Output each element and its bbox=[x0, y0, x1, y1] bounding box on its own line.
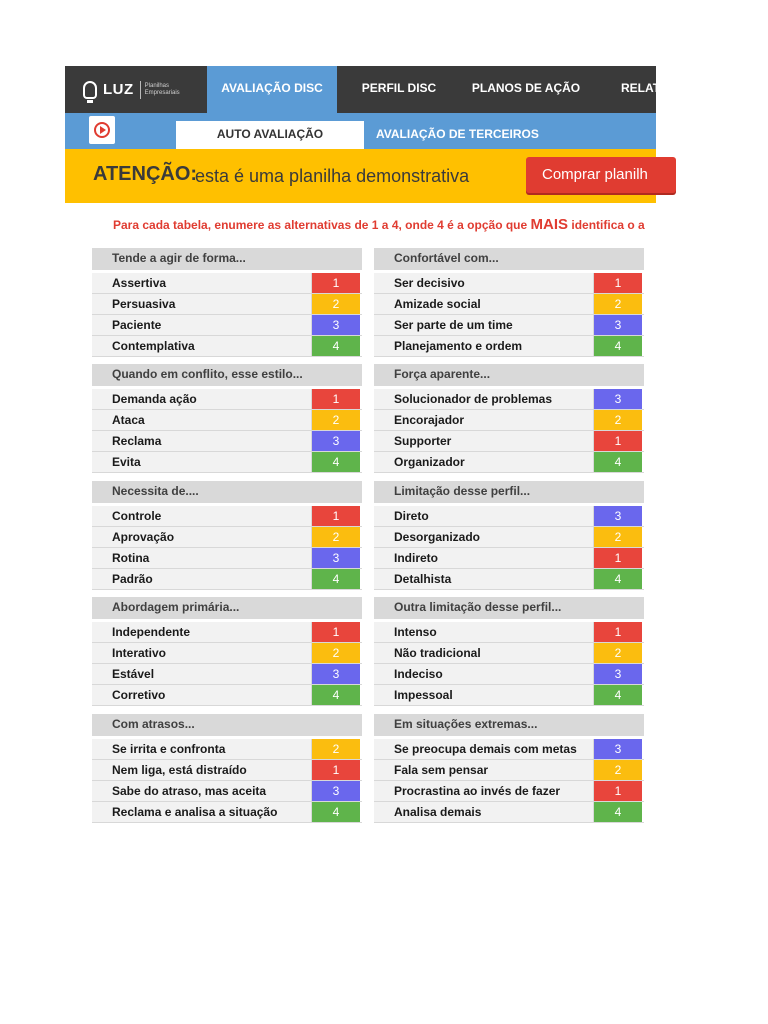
table-row bbox=[374, 548, 644, 569]
option-label: Contemplativa bbox=[92, 336, 312, 356]
table-row bbox=[92, 685, 362, 706]
rank-cell[interactable]: 4 bbox=[312, 569, 360, 589]
table-row bbox=[374, 315, 644, 336]
question-table bbox=[92, 481, 362, 590]
lightbulb-icon bbox=[83, 81, 97, 99]
option-label: Indireto bbox=[374, 548, 594, 568]
spreadsheet-view bbox=[65, 66, 661, 826]
option-label: Ser parte de um time bbox=[374, 315, 594, 335]
rank-cell[interactable]: 4 bbox=[594, 569, 642, 589]
table-header: Abordagem primária... bbox=[92, 597, 362, 619]
rank-cell[interactable]: 2 bbox=[312, 739, 360, 759]
table-row bbox=[92, 273, 362, 294]
table-row bbox=[374, 685, 644, 706]
table-header: Força aparente... bbox=[374, 364, 644, 386]
instruction-text bbox=[113, 216, 645, 233]
table-row bbox=[92, 506, 362, 527]
option-label: Planejamento e ordem bbox=[374, 336, 594, 356]
table-row bbox=[92, 431, 362, 452]
table-row bbox=[374, 452, 644, 473]
table-row bbox=[92, 622, 362, 643]
question-table bbox=[374, 481, 644, 590]
rank-cell[interactable]: 2 bbox=[312, 410, 360, 430]
rank-cell[interactable]: 3 bbox=[594, 506, 642, 526]
option-label: Ataca bbox=[92, 410, 312, 430]
rank-cell[interactable]: 3 bbox=[312, 781, 360, 801]
rank-cell[interactable]: 4 bbox=[312, 685, 360, 705]
option-label: Procrastina ao invés de fazer bbox=[374, 781, 594, 801]
option-label: Corretivo bbox=[92, 685, 312, 705]
table-row bbox=[374, 643, 644, 664]
rank-cell[interactable]: 2 bbox=[312, 294, 360, 314]
option-label: Nem liga, está distraído bbox=[92, 760, 312, 780]
table-row bbox=[374, 527, 644, 548]
rank-cell[interactable]: 1 bbox=[312, 622, 360, 642]
rank-cell[interactable]: 4 bbox=[594, 336, 642, 356]
rank-cell[interactable]: 3 bbox=[312, 315, 360, 335]
top-navigation bbox=[65, 66, 661, 113]
table-row bbox=[92, 781, 362, 802]
rank-cell[interactable]: 3 bbox=[594, 389, 642, 409]
tab-planos-de-acao[interactable]: PLANOS DE AÇÃO bbox=[471, 81, 581, 95]
instruction-part-1: Para cada tabela, enumere as alternativas de 1 a 4, onde 4 é a opção que bbox=[113, 218, 531, 232]
demo-banner bbox=[65, 149, 656, 203]
tab-avaliacao-disc[interactable]: AVALIAÇÃO DISC bbox=[207, 66, 337, 113]
table-row bbox=[92, 569, 362, 590]
question-table bbox=[92, 364, 362, 473]
table-header: Quando em conflito, esse estilo... bbox=[92, 364, 362, 386]
table-row bbox=[92, 389, 362, 410]
rank-cell[interactable]: 4 bbox=[312, 802, 360, 822]
rank-cell[interactable]: 2 bbox=[594, 527, 642, 547]
table-header: Confortável com... bbox=[374, 248, 644, 270]
question-table bbox=[374, 597, 644, 706]
rank-cell[interactable]: 3 bbox=[312, 431, 360, 451]
rank-cell[interactable]: 1 bbox=[594, 781, 642, 801]
table-row bbox=[92, 760, 362, 781]
rank-cell[interactable]: 4 bbox=[594, 802, 642, 822]
tab-perfil-disc[interactable]: PERFIL DISC bbox=[361, 81, 437, 95]
option-label: Sabe do atraso, mas aceita bbox=[92, 781, 312, 801]
table-row bbox=[92, 664, 362, 685]
table-header: Necessita de.... bbox=[92, 481, 362, 503]
option-label: Interativo bbox=[92, 643, 312, 663]
option-label: Fala sem pensar bbox=[374, 760, 594, 780]
rank-cell[interactable]: 1 bbox=[312, 273, 360, 293]
option-label: Assertiva bbox=[92, 273, 312, 293]
rank-cell[interactable]: 2 bbox=[594, 760, 642, 780]
table-row bbox=[92, 739, 362, 760]
table-row bbox=[374, 664, 644, 685]
table-row bbox=[92, 336, 362, 357]
option-label: Independente bbox=[92, 622, 312, 642]
rank-cell[interactable]: 4 bbox=[312, 452, 360, 472]
table-row bbox=[374, 294, 644, 315]
table-row bbox=[374, 802, 644, 823]
table-row bbox=[374, 781, 644, 802]
rank-cell[interactable]: 1 bbox=[594, 548, 642, 568]
rank-cell[interactable]: 3 bbox=[594, 315, 642, 335]
table-row bbox=[92, 410, 362, 431]
attention-label: ATENÇÃO: bbox=[93, 163, 198, 185]
table-row bbox=[92, 452, 362, 473]
option-label: Organizador bbox=[374, 452, 594, 472]
table-row bbox=[374, 622, 644, 643]
rank-cell[interactable]: 1 bbox=[594, 273, 642, 293]
luz-logo[interactable] bbox=[65, 66, 207, 113]
table-row bbox=[374, 739, 644, 760]
option-label: Controle bbox=[92, 506, 312, 526]
option-label: Evita bbox=[92, 452, 312, 472]
rank-cell[interactable]: 1 bbox=[312, 506, 360, 526]
option-label: Encorajador bbox=[374, 410, 594, 430]
rank-cell[interactable]: 3 bbox=[312, 664, 360, 684]
video-button[interactable] bbox=[89, 116, 115, 144]
table-header: Limitação desse perfil... bbox=[374, 481, 644, 503]
table-row bbox=[92, 527, 362, 548]
logo-word: LUZ bbox=[103, 81, 134, 98]
option-label: Ser decisivo bbox=[374, 273, 594, 293]
option-label: Padrão bbox=[92, 569, 312, 589]
rank-cell[interactable]: 2 bbox=[594, 410, 642, 430]
rank-cell[interactable]: 1 bbox=[312, 760, 360, 780]
banner-message: esta é uma planilha demonstrativa bbox=[195, 166, 470, 186]
table-header: Tende a agir de forma... bbox=[92, 248, 362, 270]
rank-cell[interactable]: 1 bbox=[312, 389, 360, 409]
option-label: Intenso bbox=[374, 622, 594, 642]
option-label: Amizade social bbox=[374, 294, 594, 314]
option-label: Analisa demais bbox=[374, 802, 594, 822]
table-row bbox=[374, 336, 644, 357]
option-label: Se irrita e confronta bbox=[92, 739, 312, 759]
sub-navigation bbox=[65, 113, 656, 149]
option-label: Detalhista bbox=[374, 569, 594, 589]
table-row bbox=[374, 273, 644, 294]
rank-cell[interactable]: 1 bbox=[594, 431, 642, 451]
table-header: Com atrasos... bbox=[92, 714, 362, 736]
tab-auto-avaliacao[interactable]: AUTO AVALIAÇÃO bbox=[176, 121, 364, 149]
table-row bbox=[374, 389, 644, 410]
question-table bbox=[92, 714, 362, 823]
rank-cell[interactable]: 3 bbox=[594, 664, 642, 684]
question-table bbox=[374, 364, 644, 473]
table-row bbox=[374, 410, 644, 431]
table-row bbox=[374, 569, 644, 590]
rank-cell[interactable]: 3 bbox=[594, 739, 642, 759]
question-table bbox=[92, 597, 362, 706]
option-label: Reclama bbox=[92, 431, 312, 451]
tab-avaliacao-de-terceiros[interactable]: AVALIAÇÃO DE TERCEIROS bbox=[376, 127, 539, 141]
rank-cell[interactable]: 4 bbox=[312, 336, 360, 356]
option-label: Indeciso bbox=[374, 664, 594, 684]
option-label: Estável bbox=[92, 664, 312, 684]
instruction-emphasis: MAIS bbox=[530, 216, 569, 233]
instruction-part-2: identifica o a bbox=[568, 218, 645, 232]
table-row bbox=[92, 315, 362, 336]
rank-cell[interactable]: 4 bbox=[594, 685, 642, 705]
tab-relatorio[interactable]: RELAT bbox=[621, 81, 661, 95]
option-label: Demanda ação bbox=[92, 389, 312, 409]
rank-cell[interactable]: 1 bbox=[594, 622, 642, 642]
question-table bbox=[374, 714, 644, 823]
rank-cell[interactable]: 4 bbox=[594, 452, 642, 472]
logo-subtitle: Planilhas Empresariais bbox=[144, 82, 180, 96]
table-row bbox=[374, 506, 644, 527]
option-label: Reclama e analisa a situação bbox=[92, 802, 312, 822]
table-row bbox=[92, 548, 362, 569]
option-label: Persuasiva bbox=[92, 294, 312, 314]
option-label: Paciente bbox=[92, 315, 312, 335]
table-row bbox=[92, 294, 362, 315]
table-row bbox=[374, 760, 644, 781]
option-label: Impessoal bbox=[374, 685, 594, 705]
question-table bbox=[92, 248, 362, 357]
rank-cell[interactable]: 2 bbox=[594, 643, 642, 663]
option-label: Supporter bbox=[374, 431, 594, 451]
rank-cell[interactable]: 2 bbox=[312, 643, 360, 663]
rank-cell[interactable]: 2 bbox=[594, 294, 642, 314]
buy-button[interactable]: Comprar planilh bbox=[526, 157, 676, 193]
question-table bbox=[374, 248, 644, 357]
option-label: Se preocupa demais com metas bbox=[374, 739, 594, 759]
option-label: Não tradicional bbox=[374, 643, 594, 663]
play-icon bbox=[94, 122, 110, 138]
table-header: Outra limitação desse perfil... bbox=[374, 597, 644, 619]
option-label: Solucionador de problemas bbox=[374, 389, 594, 409]
option-label: Aprovação bbox=[92, 527, 312, 547]
logo-divider bbox=[140, 81, 141, 99]
table-header: Em situações extremas... bbox=[374, 714, 644, 736]
table-row bbox=[92, 802, 362, 823]
option-label: Desorganizado bbox=[374, 527, 594, 547]
rank-cell[interactable]: 2 bbox=[312, 527, 360, 547]
table-row bbox=[92, 643, 362, 664]
table-row bbox=[374, 431, 644, 452]
option-label: Rotina bbox=[92, 548, 312, 568]
rank-cell[interactable]: 3 bbox=[312, 548, 360, 568]
option-label: Direto bbox=[374, 506, 594, 526]
